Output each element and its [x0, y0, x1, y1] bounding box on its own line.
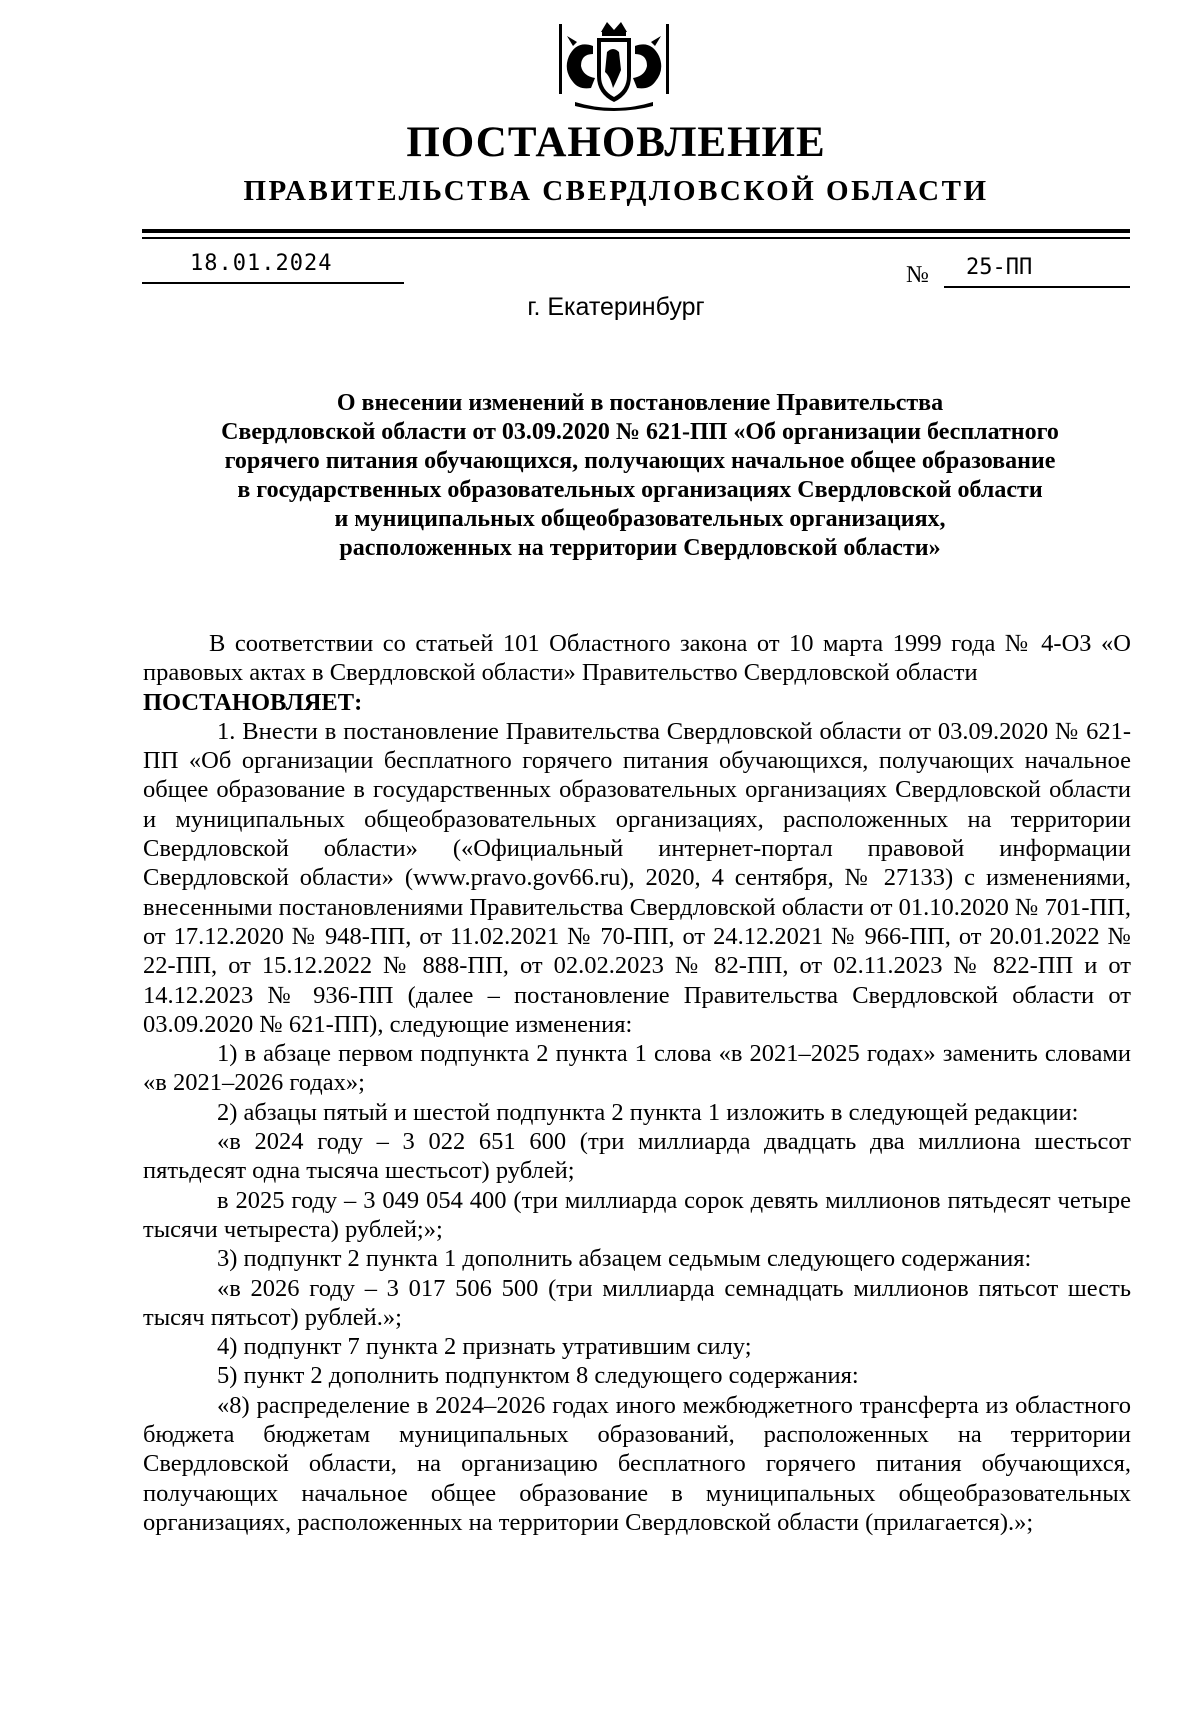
heading-line: Свердловской области от 03.09.2020 № 621-ПП «Об организации бесплатного	[221, 419, 1059, 445]
preamble-paragraph: В соответствии со статьей 101 Областного закона от 10 марта 1999 года № 4-ОЗ «О правовых актах в Свердловской области» Правительство Свердловской области	[143, 630, 1131, 687]
body-paragraph: «в 2026 году – 3 017 506 500 (три миллиарда семнадцать миллионов пятьсот шесть тысяч пятьсот) рублей.»;	[143, 1274, 1131, 1331]
sverdlovsk-coat-of-arms-icon	[555, 18, 673, 116]
body-paragraph: 1) в абзаце первом подпункта 2 пункта 1 слова «в 2021–2025 годах» заменить словами «в 2021–2026 годах»;	[143, 1040, 1131, 1097]
resolves-label: ПОСТАНОВЛЯЕТ:	[143, 688, 363, 716]
heading-line: расположенных на территории Свердловской области»	[339, 535, 941, 561]
body-paragraph: «в 2024 году – 3 022 651 600 (три миллиарда двадцать два миллиона шестьсот пятьдесят одна тысяча шестьсот) рублей;	[143, 1128, 1131, 1185]
body-paragraph: 4) подпункт 7 пункта 2 признать утратившим силу;	[217, 1333, 752, 1361]
heading-line: в государственных образовательных организациях Свердловской области	[237, 477, 1043, 503]
body-paragraph: 1. Внести в постановление Правительства Свердловской области от 03.09.2020 № 621-ПП «Об организации бесплатного горячего питания обучающихся, получающих начальное общее образование в государственных образовательных организациях Свердловской области и муниципальных общеобразовательных организациях, расположенных на территории Свердловской области» («Официальный интернет-портал правовой информации Свердловской области» (www.pravo.gov66.ru), 2020, 4 сентября, № 27133) с изменениями, внесенными постановлениями Правительства Свердловской области от 01.10.2020 № 701-ПП, от 17.12.2020 № 948-ПП, от 11.02.2021 № 70-ПП, от 24.12.2021 № 966-ПП, от 20.01.2022 № 22-ПП, от 15.12.2022 № 888-ПП, от 02.02.2023 № 82-ПП, от 02.11.2023 № 822-ПП и от 14.12.2023 № 936-ПП (далее – постановление Правительства Свердловской области от 03.09.2020 № 621-ПП), следующие изменения:	[143, 717, 1131, 1038]
document-type-title: ПОСТАНОВЛЕНИЕ	[406, 119, 826, 166]
document-date: 18.01.2024	[190, 251, 333, 276]
city-of-issue: г. Екатеринбург	[527, 293, 705, 321]
document-number: 25-ПП	[966, 255, 1033, 280]
body-paragraph: в 2025 году – 3 049 054 400 (три миллиарда сорок девять миллионов пятьдесят четыре тысячи четыреста) рублей;»;	[143, 1186, 1131, 1243]
header-rule-thick	[142, 229, 1130, 233]
header-rule-thin	[142, 237, 1130, 239]
heading-line: О внесении изменений в постановление Правительства	[336, 390, 944, 416]
number-underline	[944, 286, 1130, 288]
body-paragraph: 5) пункт 2 дополнить подпунктом 8 следующего содержания:	[217, 1362, 859, 1390]
body-paragraph: «8) распределение в 2024–2026 годах иного межбюджетного трансферта из областного бюджета бюджетам муниципальных образований, расположенных на территории Свердловской области, на организацию бесплатного горячего питания обучающихся, получающих начальное общее образование в муниципальных общеобразовательных организациях, расположенных на территории Свердловской области (прилагается).»;	[143, 1391, 1131, 1536]
date-underline	[142, 282, 404, 284]
document-heading	[150, 389, 1130, 563]
heading-line: и муниципальных общеобразовательных организациях,	[334, 506, 946, 532]
heading-line: горячего питания обучающихся, получающих начальное общее образование	[224, 448, 1056, 474]
document-body	[143, 629, 1131, 1537]
number-sign: №	[906, 262, 929, 288]
body-paragraph: 2) абзацы пятый и шестой подпункта 2 пункта 1 изложить в следующей редакции:	[217, 1098, 1079, 1126]
body-paragraph: 3) подпункт 2 пункта 1 дополнить абзацем седьмым следующего содержания:	[217, 1245, 1032, 1273]
issuer-title: ПРАВИТЕЛЬСТВА СВЕРДЛОВСКОЙ ОБЛАСТИ	[243, 175, 989, 207]
